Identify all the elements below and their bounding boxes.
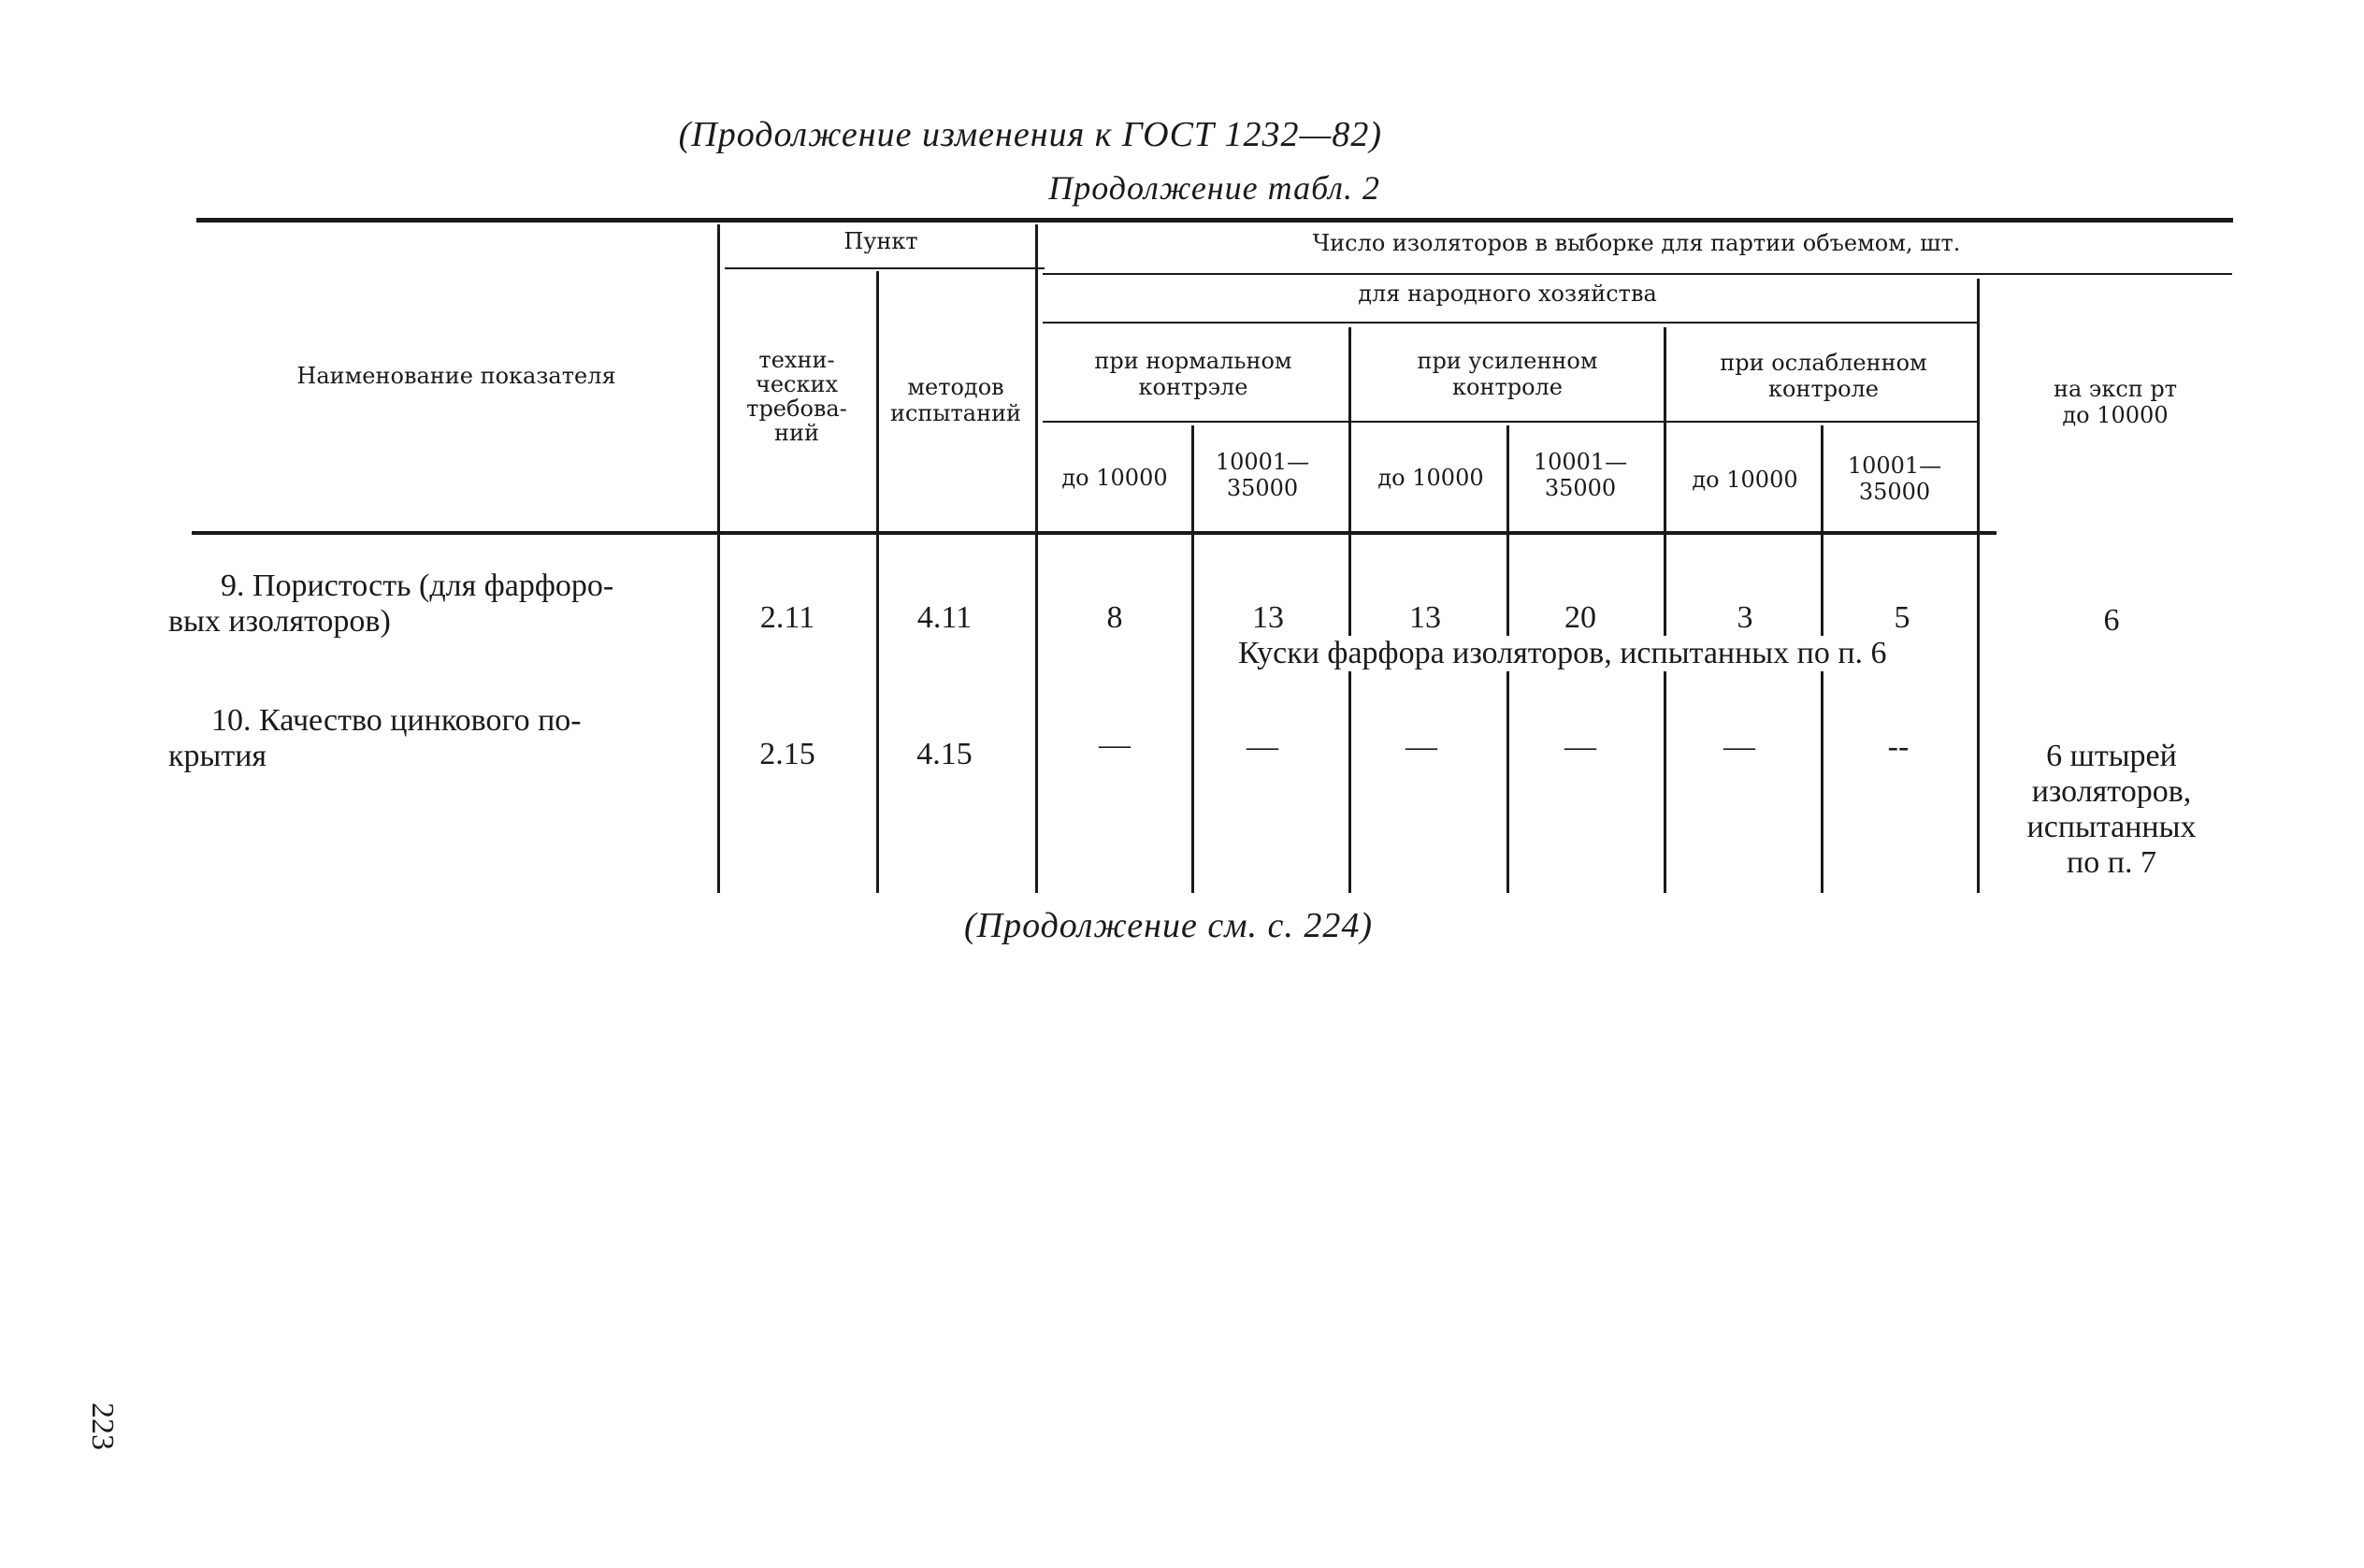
header-test-methods: методов испытаний [889, 374, 1022, 426]
header-normal-control: при нормальном контрэле [1094, 348, 1292, 400]
table-cell-export: 6 [2103, 603, 2120, 638]
table-cell-tech-req: 2.15 [759, 737, 815, 771]
continuation-header: (Продолжение изменения к ГОСТ 1232—82) [678, 115, 1382, 154]
table-continuation-label: Продолжение табл. 2 [1048, 169, 1380, 207]
header-name: Наименование показателя [296, 363, 616, 389]
footer-continuation: (Продолжение см. с. 224) [963, 906, 1373, 945]
rule-under-sample-count [1043, 273, 2232, 275]
table-cell-test-method: 4.11 [916, 600, 973, 635]
table-cell-export: 6 штырей изоляторов, испытанных по п. 7 [2026, 739, 2197, 880]
rule-under-control-groups [1043, 421, 1978, 423]
rule-under-clause [725, 267, 1045, 269]
col-divider [876, 271, 879, 893]
table-cell-value: — [1564, 729, 1596, 764]
table-cell-tech-req: 2.11 [759, 600, 815, 635]
table-cell-value: — [1099, 727, 1131, 762]
table-cell-value: — [1723, 729, 1755, 764]
col-divider [1664, 327, 1666, 893]
col-divider [1035, 224, 1038, 893]
col-divider [1977, 279, 1980, 893]
table-cell-value: -- [1887, 729, 1910, 764]
table-row-name: 10. Качество цинкового по- крытия [168, 703, 582, 773]
table-top-rule [196, 218, 2233, 223]
table-cell-value: — [1247, 729, 1278, 764]
header-upto-10000: до 10000 [1061, 465, 1168, 491]
rule-under-national [1043, 322, 1978, 324]
header-sample-count: Число изоляторов в выборке для партии объемом, шт. [1312, 230, 1961, 256]
page-number: 223 [85, 1403, 120, 1450]
col-divider [1348, 327, 1351, 893]
header-tightened-control: при усиленном контроле [1417, 348, 1598, 400]
table-row-note: Куски фарфора изоляторов, испытанных по п. 6 [1238, 636, 1887, 670]
header-reduced-control: при ослабленном контроле [1720, 350, 1927, 402]
table-cell-value: 3 [1737, 600, 1753, 635]
col-divider [1191, 425, 1194, 893]
table-cell-value: 13 [1252, 600, 1284, 635]
table-cell-value: 8 [1106, 600, 1123, 635]
header-upto-10000: до 10000 [1692, 467, 1798, 493]
header-clause: Пункт [843, 228, 918, 254]
header-national-economy: для народного хозяйства [1358, 281, 1657, 307]
table-row-name: 9. Пористость (для фарфоро- вых изоляторов) [168, 568, 614, 639]
header-10001-35000: 10001— 35000 [1215, 449, 1310, 501]
col-divider [717, 224, 720, 893]
header-10001-35000: 10001— 35000 [1847, 453, 1942, 505]
table-cell-test-method: 4.15 [916, 737, 973, 771]
table-cell-value: — [1405, 729, 1437, 764]
table-cell-value: 5 [1894, 600, 1910, 635]
header-export: на эксп рт до 10000 [2053, 376, 2178, 428]
header-upto-10000: до 10000 [1377, 465, 1484, 491]
header-bottom-rule [192, 531, 1996, 535]
table-cell-value: 13 [1409, 600, 1441, 635]
header-10001-35000: 10001— 35000 [1533, 449, 1628, 501]
table-cell-value: 20 [1564, 600, 1596, 635]
header-tech-req: техни- ческих требова- ний [746, 347, 847, 446]
